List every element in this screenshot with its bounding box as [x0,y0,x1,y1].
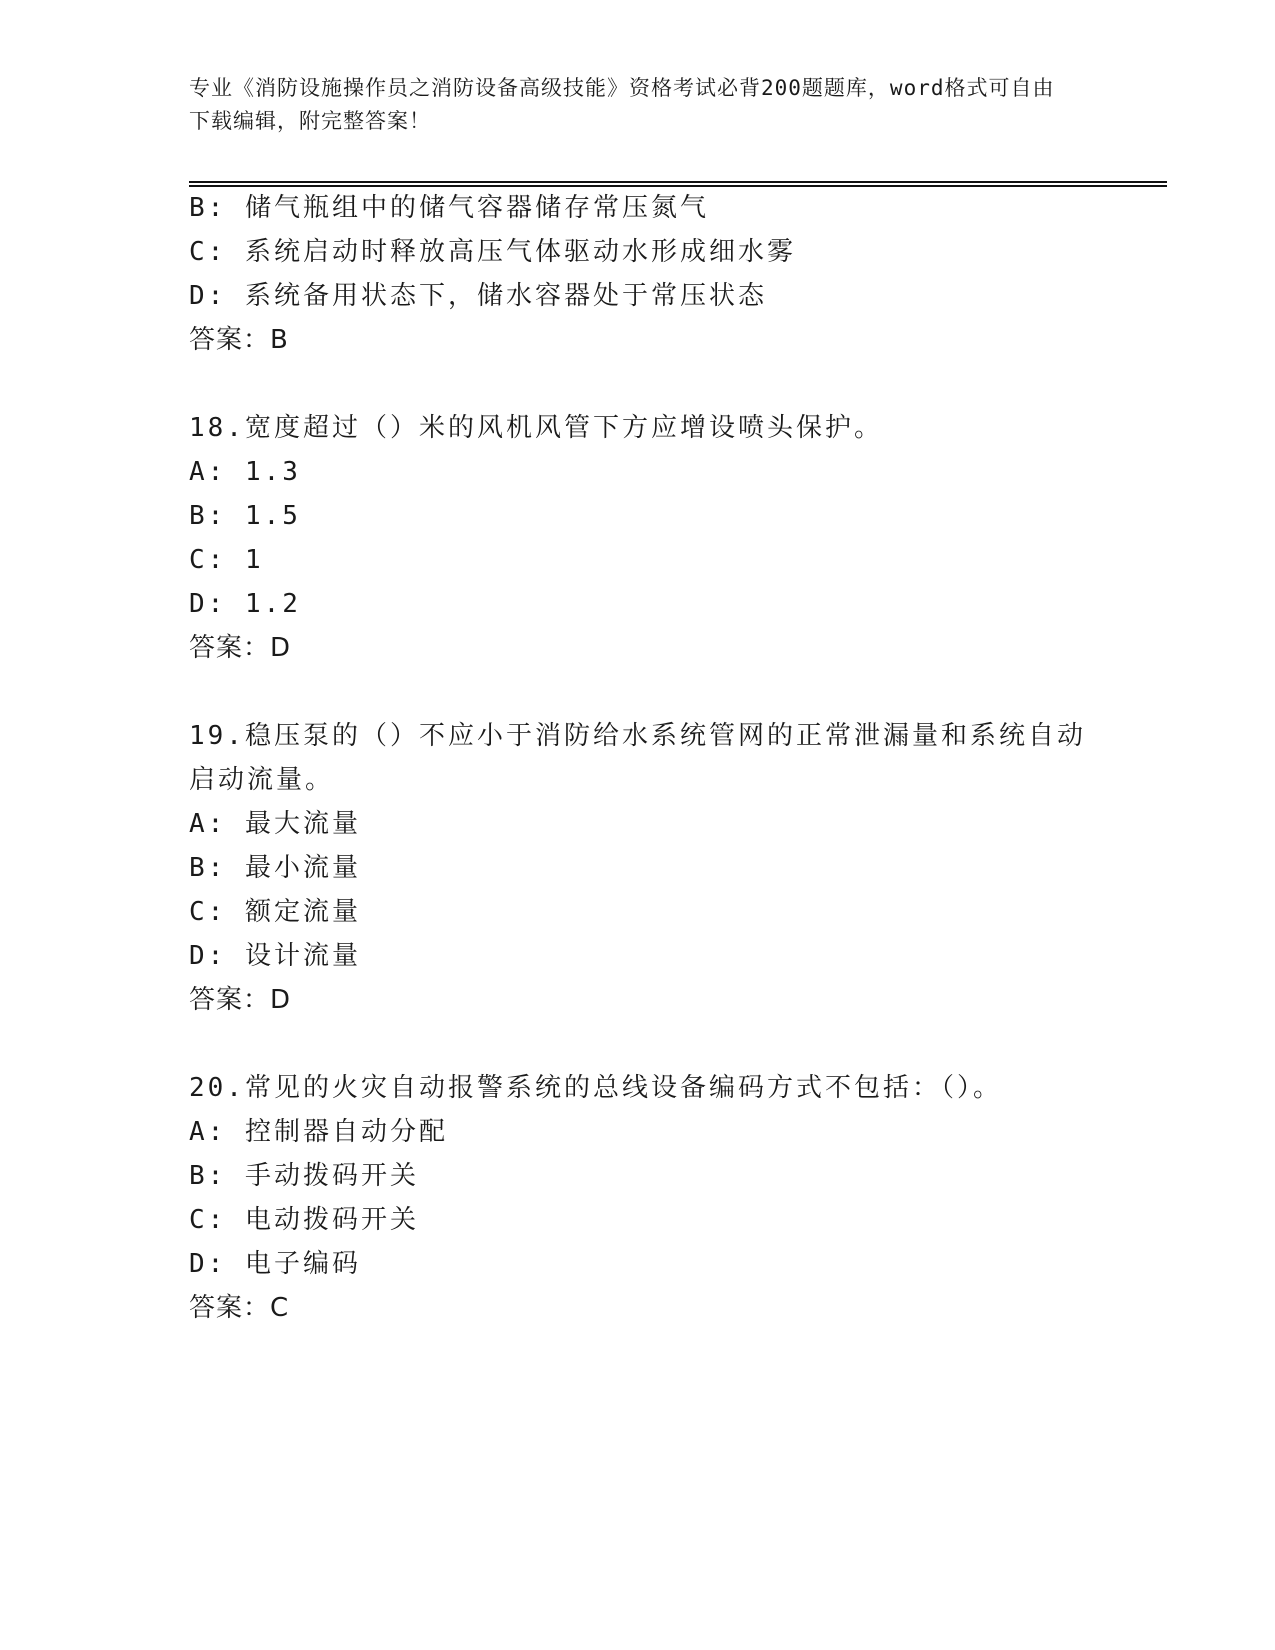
q19-question-line1: 19.稳压泵的（）不应小于消防给水系统管网的正常泄漏量和系统自动 [189,721,1086,751]
q18-option-c: C: 1 [189,545,264,575]
q17-option-d: D: 系统备用状态下，储水容器处于常压状态 [189,281,767,311]
document-header: 专业《消防设施操作员之消防设备高级技能》资格考试必背200题题库，word格式可自由下载编辑，附完整答案！ [189,76,1055,133]
q20-option-c: C: 电动拨码开关 [189,1205,419,1235]
q20-answer: 答案：C [189,1293,290,1323]
q17-answer: 答案：B [189,325,289,355]
q18-question: 18.宽度超过（）米的风机风管下方应增设喷头保护。 [189,413,883,443]
q19-answer: 答案：D [189,985,292,1015]
q20-option-d: D: 电子编码 [189,1249,361,1279]
q18-answer: 答案：D [189,633,292,663]
q19-option-b: B: 最小流量 [189,853,361,883]
q18-option-a: A: 1.3 [189,457,301,487]
q20-question: 20.常见的火灾自动报警系统的总线设备编码方式不包括：（）。 [189,1073,1002,1103]
q20-option-b: B: 手动拨码开关 [189,1161,419,1191]
q19-option-d: D: 设计流量 [189,941,361,971]
q18-option-d: D: 1.2 [189,589,301,619]
q19-option-c: C: 额定流量 [189,897,361,927]
q19-question-line2: 启动流量。 [189,765,335,795]
q20-option-a: A: 控制器自动分配 [189,1117,448,1147]
q17-option-c: C: 系统启动时释放高压气体驱动水形成细水雾 [189,237,796,267]
q17-option-b: B: 储气瓶组中的储气容器储存常压氮气 [189,193,709,223]
header-divider [189,181,1167,187]
q19-option-a: A: 最大流量 [189,809,361,839]
q18-option-b: B: 1.5 [189,501,301,531]
